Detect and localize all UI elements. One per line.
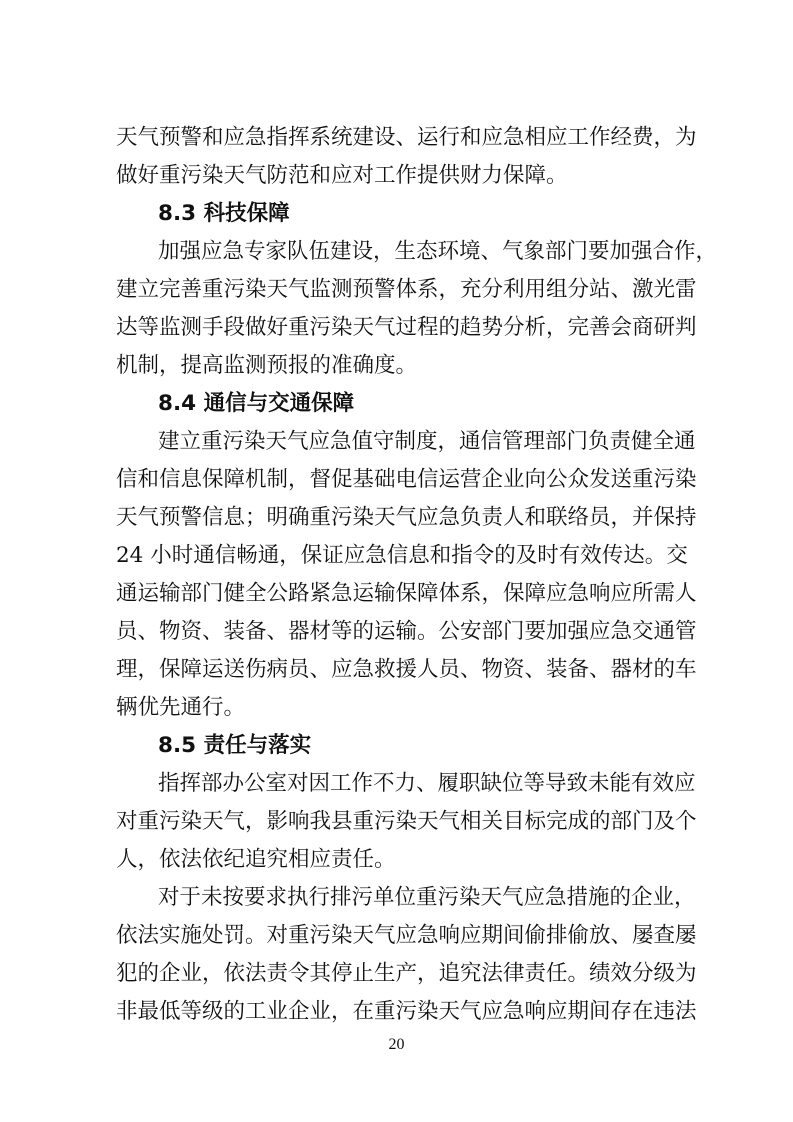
paragraph-line: 指挥部办公室对因工作不力、履职缺位等导致未能有效应 — [158, 771, 696, 796]
section-heading-8-5: 8.5 责任与落实 — [158, 733, 312, 758]
section-heading-8-4: 8.4 通信与交通保障 — [158, 391, 355, 416]
paragraph-line: 加强应急专家队伍建设，生态环境、气象部门要加强合作， — [158, 239, 718, 264]
paragraph-line: 人，依法依纪追究相应责任。 — [116, 847, 396, 872]
paragraph-line: 24 小时通信畅通，保证应急信息和指令的及时有效传达。交 — [116, 543, 688, 568]
intro-line-1: 天气预警和应急指挥系统建设、运行和应急相应工作经费，为 — [116, 125, 697, 150]
paragraph-line: 建立重污染天气应急值守制度，通信管理部门负责健全通 — [158, 429, 696, 454]
paragraph-line: 信和信息保障机制，督促基础电信运营企业向公众发送重污染 — [116, 467, 697, 492]
paragraph-line: 依法实施处罚。对重污染天气应急响应期间偷排偷放、屡查屡 — [116, 923, 697, 948]
page-number: 20 — [388, 1036, 405, 1053]
section-heading-8-3: 8.3 科技保障 — [158, 201, 290, 226]
paragraph-line: 员、物资、装备、器材等的运输。公安部门要加强应急交通管 — [116, 619, 697, 644]
paragraph-line: 对重污染天气，影响我县重污染天气相关目标完成的部门及个 — [116, 809, 697, 834]
intro-line-2: 做好重污染天气防范和应对工作提供财力保障。 — [116, 163, 568, 188]
paragraph-line: 机制，提高监测预报的准确度。 — [116, 353, 418, 378]
paragraph-line: 天气预警信息；明确重污染天气应急负责人和联络员，并保持 — [116, 505, 697, 530]
paragraph-line: 对于未按要求执行排污单位重污染天气应急措施的企业， — [158, 885, 696, 910]
paragraph-line: 非最低等级的工业企业，在重污染天气应急响应期间存在违法 — [116, 999, 697, 1024]
paragraph-line: 通运输部门健全公路紧急运输保障体系，保障应急响应所需人 — [116, 581, 697, 606]
paragraph-line: 犯的企业，依法责令其停止生产，追究法律责任。绩效分级为 — [116, 961, 697, 986]
paragraph-line: 建立完善重污染天气监测预警体系，充分利用组分站、激光雷 — [116, 277, 697, 302]
paragraph-line: 辆优先通行。 — [116, 695, 246, 720]
paragraph-line: 理，保障运送伤病员、应急救援人员、物资、装备、器材的车 — [116, 657, 697, 682]
paragraph-line: 达等监测手段做好重污染天气过程的趋势分析，完善会商研判 — [116, 315, 697, 340]
